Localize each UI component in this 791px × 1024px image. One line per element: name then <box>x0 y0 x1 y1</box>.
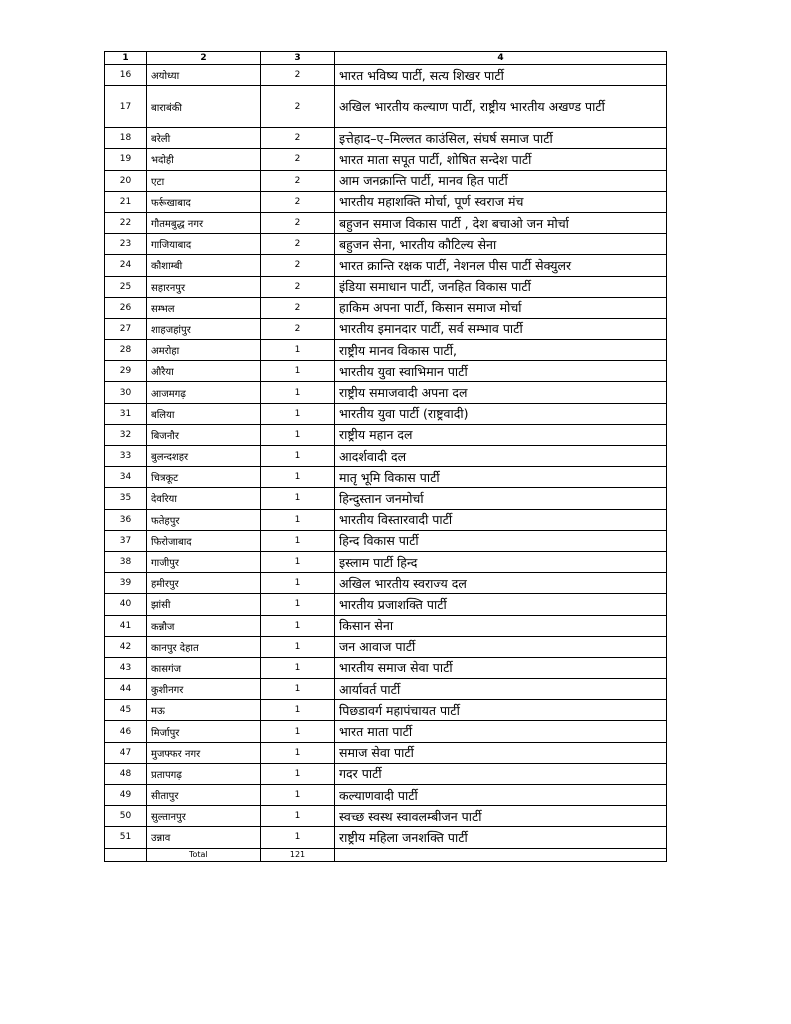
table-row <box>105 679 667 700</box>
total-label: Total <box>147 848 261 861</box>
party-names-cell: मातृ भूमि विकास पार्टी <box>335 467 667 488</box>
district-cell: बलिया <box>147 403 261 424</box>
party-count-cell: 1 <box>261 742 335 763</box>
party-table <box>104 51 667 862</box>
party-count-cell: 2 <box>261 234 335 255</box>
party-names-cell: भारतीय प्रजाशक्ति पार्टी <box>335 594 667 615</box>
party-count-cell: 1 <box>261 763 335 784</box>
table-row <box>105 551 667 572</box>
party-count-cell: 2 <box>261 255 335 276</box>
party-names-cell: जन आवाज पार्टी <box>335 636 667 657</box>
party-count-cell: 2 <box>261 191 335 212</box>
party-names-cell: राष्ट्रीय मानव विकास पार्टी, <box>335 340 667 361</box>
serial-number-cell: 51 <box>105 827 147 848</box>
party-names-cell: भारतीय युवा पार्टी (राष्ट्रवादी) <box>335 403 667 424</box>
serial-number-cell: 36 <box>105 509 147 530</box>
table-row <box>105 615 667 636</box>
party-names-cell: गदर पार्टी <box>335 763 667 784</box>
serial-number-cell: 16 <box>105 65 147 86</box>
party-count-cell: 2 <box>261 212 335 233</box>
party-names-cell: समाज सेवा पार्टी <box>335 742 667 763</box>
party-count-cell: 1 <box>261 721 335 742</box>
party-names-cell: राष्ट्रीय समाजवादी अपना दल <box>335 382 667 403</box>
header-row <box>105 52 667 65</box>
table-row <box>105 191 667 212</box>
district-cell: गाजीपुर <box>147 551 261 572</box>
party-count-cell: 1 <box>261 785 335 806</box>
district-cell: गौतमबुद्ध नगर <box>147 212 261 233</box>
district-cell: एटा <box>147 170 261 191</box>
serial-number-cell: 20 <box>105 170 147 191</box>
party-count-cell: 1 <box>261 806 335 827</box>
serial-number-cell: 30 <box>105 382 147 403</box>
table-row <box>105 318 667 339</box>
party-count-cell: 2 <box>261 297 335 318</box>
district-cell: बरेली <box>147 128 261 149</box>
district-cell: बुलन्दशहर <box>147 446 261 467</box>
district-cell: कुशीनगर <box>147 679 261 700</box>
table-row <box>105 763 667 784</box>
district-cell: फतेहपुर <box>147 509 261 530</box>
party-names-cell: भारतीय युवा स्वाभिमान पार्टी <box>335 361 667 382</box>
party-count-cell: 2 <box>261 149 335 170</box>
serial-number-cell: 46 <box>105 721 147 742</box>
district-cell: अयोध्या <box>147 65 261 86</box>
header-col-4: 4 <box>335 52 667 65</box>
party-names-cell: कल्याणवादी पार्टी <box>335 785 667 806</box>
district-cell: बिजनौर <box>147 424 261 445</box>
party-names-cell: बहुजन सेना, भारतीय कौटिल्य सेना <box>335 234 667 255</box>
district-cell: झांसी <box>147 594 261 615</box>
party-count-cell: 1 <box>261 827 335 848</box>
serial-number-cell: 19 <box>105 149 147 170</box>
table-row <box>105 86 667 128</box>
serial-number-cell: 31 <box>105 403 147 424</box>
party-count-cell: 1 <box>261 657 335 678</box>
table-row <box>105 594 667 615</box>
party-count-cell: 2 <box>261 276 335 297</box>
party-names-cell: आम जनक्रान्ति पार्टी, मानव हित पार्टी <box>335 170 667 191</box>
party-names-cell: आर्यावर्त पार्टी <box>335 679 667 700</box>
serial-number-cell: 48 <box>105 763 147 784</box>
table-row <box>105 509 667 530</box>
party-names-cell: इत्तेहाद–ए–मिल्लत काउंसिल, संघर्ष समाज पार्टी <box>335 128 667 149</box>
party-names-cell: राष्ट्रीय महान दल <box>335 424 667 445</box>
party-count-cell: 1 <box>261 700 335 721</box>
table-row <box>105 382 667 403</box>
party-names-cell: इंडिया समाधान पार्टी, जनहित विकास पार्टी <box>335 276 667 297</box>
table-row <box>105 573 667 594</box>
party-names-cell: स्वच्छ स्वस्थ स्वावलम्बीजन पार्टी <box>335 806 667 827</box>
table-row <box>105 65 667 86</box>
serial-number-cell: 34 <box>105 467 147 488</box>
serial-number-cell: 41 <box>105 615 147 636</box>
party-count-cell: 1 <box>261 594 335 615</box>
serial-number-cell: 43 <box>105 657 147 678</box>
header-col-1: 1 <box>105 52 147 65</box>
party-names-cell: हिन्दुस्तान जनमोर्चा <box>335 488 667 509</box>
table-row <box>105 636 667 657</box>
party-count-cell: 1 <box>261 679 335 700</box>
party-count-cell: 1 <box>261 615 335 636</box>
party-count-cell: 1 <box>261 551 335 572</box>
table-row <box>105 340 667 361</box>
party-names-cell: भारतीय महाशक्ति मोर्चा, पूर्ण स्वराज मंच <box>335 191 667 212</box>
party-names-cell: अखिल भारतीय कल्याण पार्टी, राष्ट्रीय भारतीय अखण्ड पार्टी <box>335 86 667 128</box>
party-count-cell: 1 <box>261 467 335 488</box>
party-names-cell: भारतीय इमानदार पार्टी, सर्व सम्भाव पार्टी <box>335 318 667 339</box>
table-row <box>105 785 667 806</box>
party-count-cell: 1 <box>261 446 335 467</box>
district-cell: फिरोजाबाद <box>147 530 261 551</box>
district-cell: प्रतापगढ़ <box>147 763 261 784</box>
table-row <box>105 721 667 742</box>
serial-number-cell: 21 <box>105 191 147 212</box>
district-cell: आजमगढ़ <box>147 382 261 403</box>
district-cell: कासगंज <box>147 657 261 678</box>
total-parties-cell <box>335 848 667 861</box>
serial-number-cell: 38 <box>105 551 147 572</box>
serial-number-cell: 49 <box>105 785 147 806</box>
serial-number-cell: 28 <box>105 340 147 361</box>
district-cell: अमरोहा <box>147 340 261 361</box>
district-cell: देवरिया <box>147 488 261 509</box>
district-cell: चित्रकूट <box>147 467 261 488</box>
party-count-cell: 2 <box>261 65 335 86</box>
total-count: 121 <box>261 848 335 861</box>
serial-number-cell: 33 <box>105 446 147 467</box>
serial-number-cell: 25 <box>105 276 147 297</box>
party-count-cell: 1 <box>261 636 335 657</box>
table-row <box>105 234 667 255</box>
serial-number-cell: 32 <box>105 424 147 445</box>
table-row <box>105 170 667 191</box>
serial-number-cell: 40 <box>105 594 147 615</box>
serial-number-cell: 22 <box>105 212 147 233</box>
header-col-3: 3 <box>261 52 335 65</box>
district-cell: शाहजहांपुर <box>147 318 261 339</box>
serial-number-cell: 17 <box>105 86 147 128</box>
table-row <box>105 700 667 721</box>
table-row <box>105 128 667 149</box>
serial-number-cell: 39 <box>105 573 147 594</box>
party-count-cell: 2 <box>261 86 335 128</box>
district-cell: हमीरपुर <box>147 573 261 594</box>
party-names-cell: हाकिम अपना पार्टी, किसान समाज मोर्चा <box>335 297 667 318</box>
party-count-cell: 1 <box>261 530 335 551</box>
district-cell: कौशाम्बी <box>147 255 261 276</box>
party-count-cell: 2 <box>261 318 335 339</box>
district-cell: सम्भल <box>147 297 261 318</box>
district-cell: कानपुर देहात <box>147 636 261 657</box>
table-row <box>105 149 667 170</box>
party-count-cell: 1 <box>261 573 335 594</box>
party-names-cell: भारत भविष्य पार्टी, सत्य शिखर पार्टी <box>335 65 667 86</box>
district-cell: सीतापुर <box>147 785 261 806</box>
table-row <box>105 446 667 467</box>
serial-number-cell: 42 <box>105 636 147 657</box>
party-names-cell: बहुजन समाज विकास पार्टी , देश बचाओ जन मोर्चा <box>335 212 667 233</box>
serial-number-cell: 35 <box>105 488 147 509</box>
party-count-cell: 1 <box>261 509 335 530</box>
serial-number-cell: 26 <box>105 297 147 318</box>
table-row <box>105 742 667 763</box>
party-count-cell: 1 <box>261 382 335 403</box>
table-row <box>105 212 667 233</box>
party-names-cell: अखिल भारतीय स्वराज्य दल <box>335 573 667 594</box>
party-count-cell: 2 <box>261 128 335 149</box>
party-names-cell: भारतीय विस्तारवादी पार्टी <box>335 509 667 530</box>
district-cell: गाजियाबाद <box>147 234 261 255</box>
party-count-cell: 1 <box>261 361 335 382</box>
district-cell: उन्नाव <box>147 827 261 848</box>
total-row <box>105 848 667 861</box>
district-cell: औरैया <box>147 361 261 382</box>
district-cell: फर्रूखाबाद <box>147 191 261 212</box>
district-cell: भदोही <box>147 149 261 170</box>
total-sn-cell <box>105 848 147 861</box>
table-row <box>105 255 667 276</box>
table-row <box>105 657 667 678</box>
party-count-cell: 1 <box>261 488 335 509</box>
serial-number-cell: 50 <box>105 806 147 827</box>
table-row <box>105 403 667 424</box>
party-names-cell: किसान सेना <box>335 615 667 636</box>
table-row <box>105 424 667 445</box>
party-count-cell: 1 <box>261 403 335 424</box>
table-row <box>105 361 667 382</box>
party-count-cell: 1 <box>261 424 335 445</box>
party-names-cell: भारतीय समाज सेवा पार्टी <box>335 657 667 678</box>
party-names-cell: इस्लाम पार्टी हिन्द <box>335 551 667 572</box>
district-cell: कन्नौज <box>147 615 261 636</box>
party-count-cell: 1 <box>261 340 335 361</box>
party-count-cell: 2 <box>261 170 335 191</box>
table-row <box>105 467 667 488</box>
serial-number-cell: 27 <box>105 318 147 339</box>
party-names-cell: भारत माता पार्टी <box>335 721 667 742</box>
table-row <box>105 297 667 318</box>
header-col-2: 2 <box>147 52 261 65</box>
serial-number-cell: 47 <box>105 742 147 763</box>
district-cell: सुल्तानपुर <box>147 806 261 827</box>
serial-number-cell: 44 <box>105 679 147 700</box>
table-row <box>105 488 667 509</box>
district-cell: सहारनपुर <box>147 276 261 297</box>
table-row <box>105 276 667 297</box>
serial-number-cell: 37 <box>105 530 147 551</box>
party-names-cell: राष्ट्रीय महिला जनशक्ति पार्टी <box>335 827 667 848</box>
table-row <box>105 530 667 551</box>
table-row <box>105 806 667 827</box>
serial-number-cell: 18 <box>105 128 147 149</box>
district-cell: मऊ <box>147 700 261 721</box>
serial-number-cell: 24 <box>105 255 147 276</box>
serial-number-cell: 45 <box>105 700 147 721</box>
party-names-cell: आदर्शवादी दल <box>335 446 667 467</box>
table-row <box>105 827 667 848</box>
party-names-cell: हिन्द विकास पार्टी <box>335 530 667 551</box>
district-cell: मिर्जापुर <box>147 721 261 742</box>
serial-number-cell: 23 <box>105 234 147 255</box>
serial-number-cell: 29 <box>105 361 147 382</box>
party-names-cell: भारत क्रान्ति रक्षक पार्टी, नेशनल पीस पार्टी सेक्युलर <box>335 255 667 276</box>
party-names-cell: पिछडावर्ग महापंचायत पार्टी <box>335 700 667 721</box>
district-cell: बाराबंकी <box>147 86 261 128</box>
party-names-cell: भारत माता सपूत पार्टी, शोषित सन्देश पार्टी <box>335 149 667 170</box>
district-cell: मुजफ्फर नगर <box>147 742 261 763</box>
